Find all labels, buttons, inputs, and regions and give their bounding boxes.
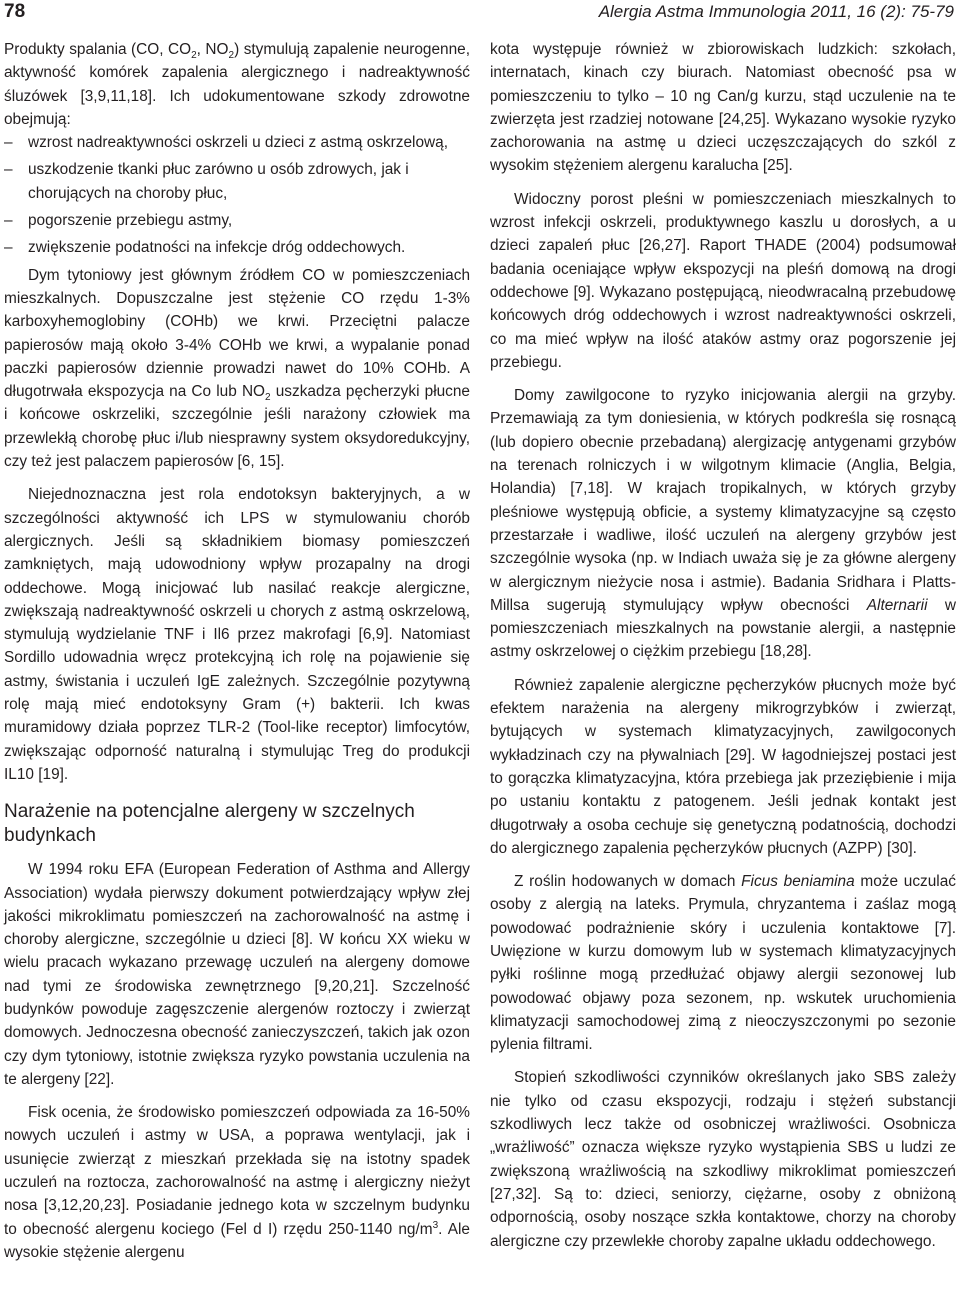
list-item: – uszkodzenie tkanki płuc zarówno u osób zdrowych, jak i chorujących na choroby płuc, [4,161,409,202]
paragraph-mold: Widoczny porost pleśni w pomieszczeniach mieszkalnych to wzrost infekcji oskrzeli, produktywnego kaszlu u dorosłych, a u dzieci zapaleń płuc [26,27]. Raport THADE (2004) podsumował badania oceniające wpływ ekspozycji na pleśń domową na drogi oddechowe [9]. Wykazano postępującą, nieodwracalną przebudowę końcowych dróg oddechowych i wzrost nadreaktywności oskrzeli, co ma mieć wpływ na ilość ataków astmy oraz pogorszenie jej przebiegu. [490,190,956,371]
paragraph-damp-homes: Domy zawilgocone to ryzyko inicjowania alergii na grzyby. Przemawiają za tym doniesienia, w których podkreśla się rosnącą (lub dopiero obecnie przebadaną) alergizację antygenami grzybów na terenach rolniczych i w wilgotnym klimacie (Anglia, Belgia, Holandia) [7,18]. W krajach tropikalnych, w których grzyby pleśniowe występują obficie, a systemy klimatyzacyjne są często przestarzałe i wadliwe, ilość uczuleń na alergeny grzybów jest szczególnie wysoka (np. w Indiach uważa się je za główne alergeny w alergicznym nieżycie nosa i astmie). Badania Sridhara i Platts-Millsa sugerują stymulujący wpływ obecności Alternarii w pomieszczeniach mieszkalnych na powstanie alergii, a następnie astmy oskrzelowej o ciężkim przebiegu [18,28]. [490,387,956,661]
section-heading: Narażenie na potencjalne alergeny w szczelnych budynkach [4,801,415,847]
paragraph-plants: Z roślin hodowanych w domach Ficus beniamina może uczulać osoby z alergią na lateks. Prymula, chryzantema i zaślaz mogą powodować podrażnienie skóry i uczulenia kontaktowe [7]. Uwięzione w kurzu domowym lub w systemach klimatyzacyjnych pyłki roślinne mogą przedłużać objawy alergii sezonowej lub powodować objawy poza sezonem, np. wskutek uruchomienia klimatyzacji samochodowej zimą z nieoczyszczonymi po sezonie pylenia filtrami. [490,873,956,1054]
journal-title: Alergia Astma Immunologia 2011, 16 (2): 75-79 [598,2,954,21]
list-item: – zwiększenie podatności na infekcje dróg oddechowych. [4,239,406,257]
paragraph-combustion: Produkty spalania (CO, $CO_2$, $NO_2$) stymulują zapalenie neurogenne, aktywność komórek zapalenia alergicznego i nadreaktywność śluzówek [3,9,11,18]. Ich udokumentowane szkody zdrowotne obejmują: [4,41,471,128]
paragraph-alveolitis: Również zapalenie alergiczne pęcherzyków płucnych może być efektem narażenia na alergeny mikrogrzybków i zwierząt, bytujących w systemach klimatyzacyjnych, zawilgoconych wykładzinach czy na pływalniach [29]. W łagodniejszej postaci jest to gorączka klimatyzacyjna, która przebiega jak przeziębienie i mija po ustaniu kontaktu z patogenem. Jeśli jednak kontakt jest długotrwały a osoba cechuje się genetyczną podatnością, dochodzi do alergicznego zapalenia pęcherzyków płucnych (AZPP) [30]. [490,676,956,857]
paragraph-tobacco: Dym tytoniowy jest głównym źródłem CO w pomieszczeniach mieszkalnych. Dopuszczalne jest stężenie CO rzędu 1-3% karboxyhemoglobiny (COHb) we krwi. Przeciętni palacze papierosów mają około 3-4% COHb we krwi, a wypalanie ponad paczki papierosów dziennie prowadzi nawet do 10% COHb. A długotrwała ekspozycja na Co lub $NO_2$ uszkadza pęcherzyki płucne i końcowe oskrzeliki, szczególnie jeśli narażony człowiek ma przewlekłą chorobę płuc i/lub niesprawny system oksydoredukcyjny, czy też jest palaczem papierosów [6, 15]. [4,266,470,471]
list-item: – pogorszenie przebiegu astmy, [4,212,233,230]
paragraph-efa: W 1994 roku EFA (European Federation of Asthma and Allergy Association) wydała pierwszy dokument potwierdzający wpływ złej jakości mikroklimatu pomieszczeń na zachorowalność na astmę i choroby alergiczne, szczególnie u dzieci [8]. W końcu XX wieku w wielu pracach wykazano przewagę uczuleń na alergeny domowe nad tymi ze środowiska zewnętrznego [9,20,21]. Szczelność budynków powoduje zagęszczenie alergenów roztoczy i zwierząt domowych. Jednoczesna obecność zanieczyszczeń, takich jak ozon czy dym tytoniowy, istotnie zwiększa ryzyko powstania uczulenia na te alergeny [22]. [4,861,470,1088]
page-header [0,0,960,28]
paragraph-sbs: Stopień szkodliwości czynników określanych jako SBS zależy nie tylko od czasu ekspozycji, rodzaju i stężeń substancji szkodliwych lecz także od osobniczej wrażliwości. Osobnicza „wrażliwość” oznacza większe ryzyko wystąpienia SBS u ludzi ze zwiększoną wrażliwością na szkodliwy mikroklimat pomieszczeń [27,32]. Są to: dzieci, seniorzy, ciężarne, osoby z obniżoną odpornością, osoby noszące szkła kontaktowe, chorzy na choroby alergiczne czy przewlekłe choroby zapalne układu oddechowego. [490,1069,956,1250]
paragraph-cat-allergen: kota występuje również w zbiorowiskach ludzkich: szkołach, internatach, kinach czy biurach. Natomiast obecność psa w pomieszczeniu to tylko – 10 ng Can/g kurzu, stąd uczulenie na te zwierzęta jest rzadziej notowane [24,25]. Wykazano wysokie ryzyko zachorowania na astmę u dzieci uczęszczających do szkól z wysokim stężeniem alergenu karalucha [25]. [490,41,956,175]
page-number: 78 [4,1,26,22]
right-column [490,38,956,1253]
paragraph-endotoxins: Niejednoznaczna jest rola endotoksyn bakteryjnych, a w szczególności aktywność ich LPS w stymulowaniu chorób alergicznych. Jeśli są składnikiem biomasy pomieszczeń zamkniętych, mają udowodniony wpływ prozapalny na drogi oddechowe. Mogą inicjować lub nasilać reakcje alergiczne, zwiększają nadreaktywność oskrzeli u chorych z astmą oskrzelową, stymulują wydzielanie TNF i Il6 przez makrofagi [6,9]. Natomiast Sordillo udowadnia wręcz protekcyjną ich rolę na pojawienie się astmy, świstania i uczuleń IgE zależnych. Szczególnie pozytywną rolę mają mieć endotoksyny Gram (+) bakterii. Ich kwas muramidowy działa poprzez TLR-2 (Tool-like receptor) limfocytów, zwiększając odporność naturalną i stymulując Treg do produkcji IL10 [19]. [4,486,470,783]
paragraph-fisk: Fisk ocenia, że środowisko pomieszczeń odpowiada za 16-50% nowych uczuleń i astmy w USA, a poprawa wentylacji, jak i usunięcie zwierząt z mieszkań przekłada się na istotny spadek uczuleń na roztocza, zachorowalność na astmę i alergiczny nieżyt nosa [3,12,20,23]. Posiadanie jednego kota w szczelnym budynku to obecność alergenu kociego (Fel d I) rzędu 250-1140 $ng/m^3$. Ale wysokie stężenie alergenu [4,1104,470,1261]
left-column [4,38,470,1264]
list-item: – wzrost nadreaktywności oskrzeli u dzieci z astmą oskrzelową, [4,134,448,152]
damage-list [4,131,470,259]
